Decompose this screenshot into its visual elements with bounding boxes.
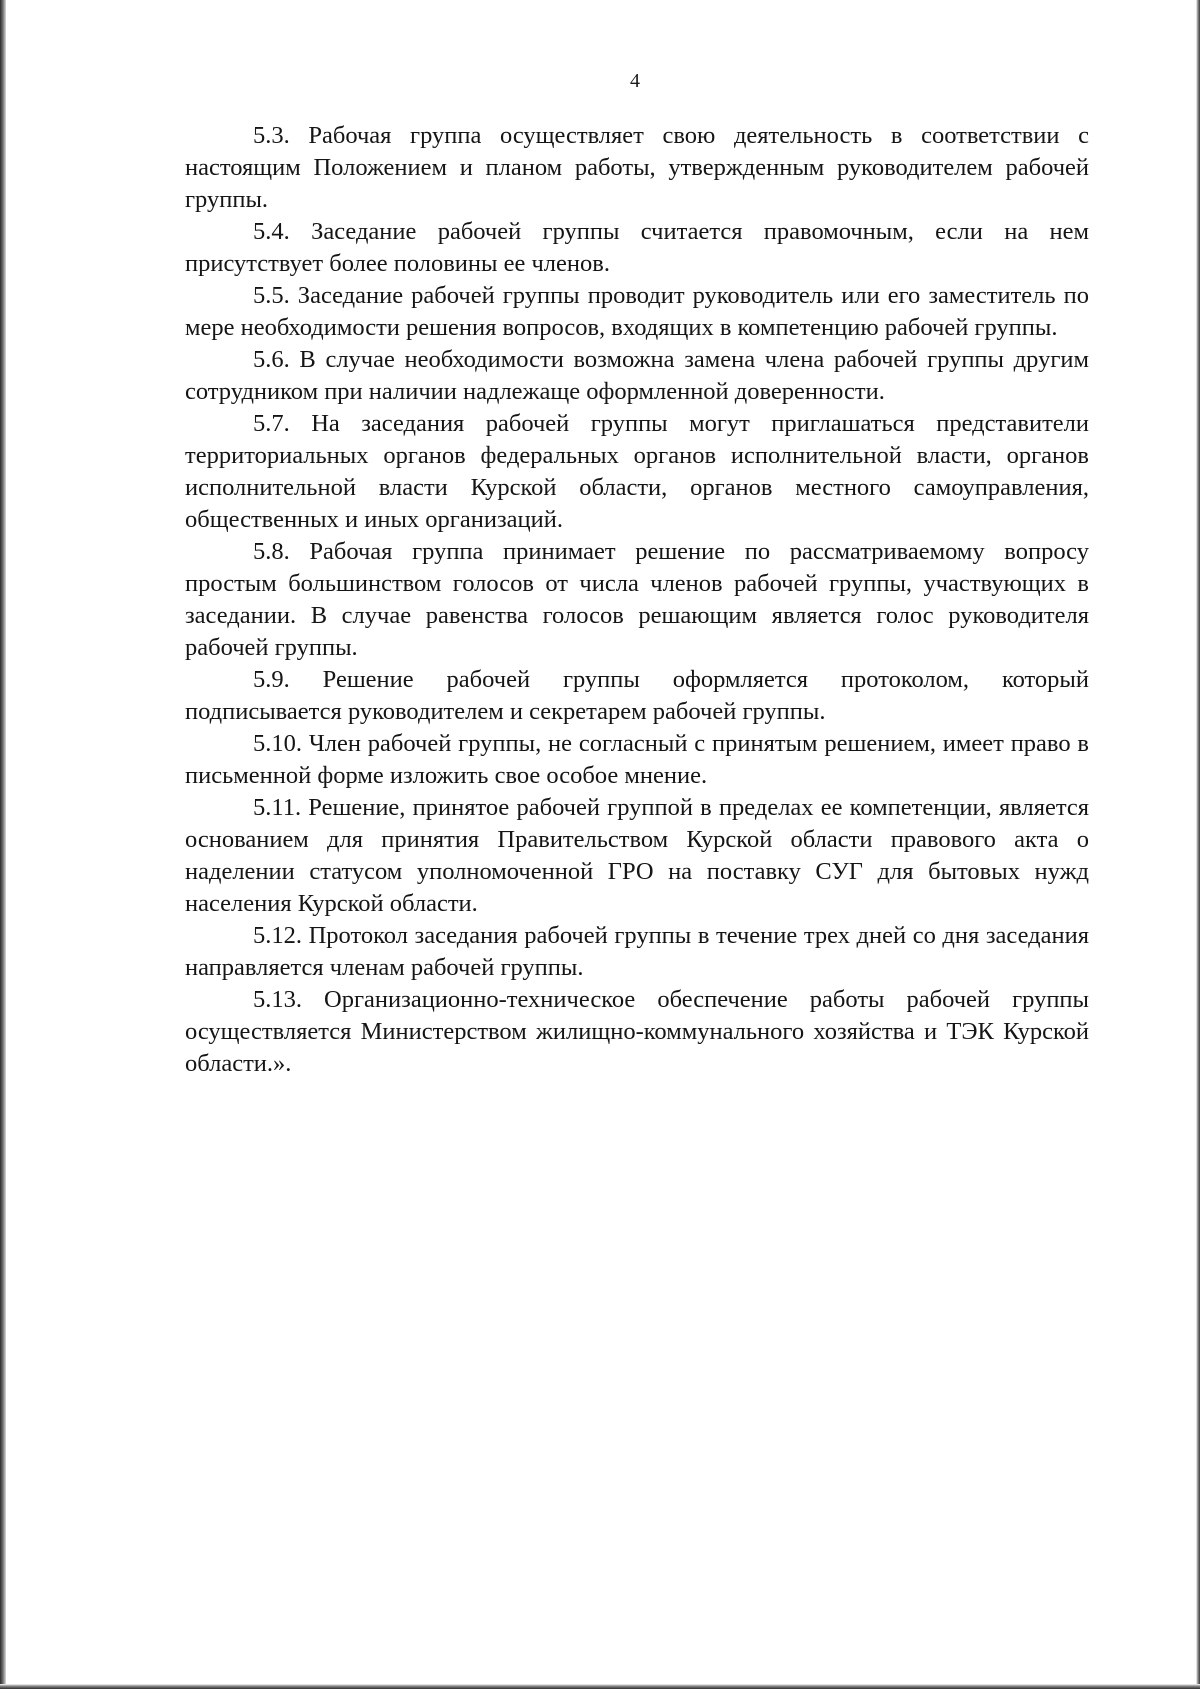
- paragraph-5-9: 5.9. Решение рабочей группы оформляется протоколом, который подписывается руководителем и секретарем рабочей группы.: [185, 666, 1089, 725]
- paragraph-5-13: 5.13. Организационно-техническое обеспечение работы рабочей группы осуществляется Министерством жилищно-коммунального хозяйства и ТЭК Курской области.».: [185, 986, 1089, 1077]
- paragraph-5-6: 5.6. В случае необходимости возможна замена члена рабочей группы другим сотрудником при наличии надлежаще оформленной доверенности.: [185, 346, 1089, 405]
- page-number: 4: [630, 70, 640, 92]
- paragraph-5-10: 5.10. Член рабочей группы, не согласный с принятым решением, имеет право в письменной форме изложить свое особое мнение.: [185, 730, 1089, 789]
- paragraph-5-12: 5.12. Протокол заседания рабочей группы в течение трех дней со дня заседания направляется членам рабочей группы.: [185, 922, 1089, 981]
- scan-edge-right: [1196, 0, 1200, 1689]
- paragraph-5-3: 5.3. Рабочая группа осуществляет свою деятельность в соответствии с настоящим Положением и планом работы, утвержденным руководителем рабочей группы.: [185, 122, 1089, 213]
- scan-edge-left: [0, 0, 6, 1689]
- paragraph-5-7: 5.7. На заседания рабочей группы могут приглашаться представители территориальных органов федеральных органов исполнительной власти, органов исполнительной власти Курской области, органов местного самоуправления, общественных и иных организаций.: [185, 410, 1089, 533]
- paragraph-5-8: 5.8. Рабочая группа принимает решение по рассматриваемому вопросу простым большинством голосов от числа членов рабочей группы, участвующих в заседании. В случае равенства голосов решающим является голос руководителя рабочей группы.: [185, 538, 1089, 661]
- paragraph-5-11: 5.11. Решение, принятое рабочей группой в пределах ее компетенции, является основанием для принятия Правительством Курской области правового акта о наделении статусом уполномоченной ГРО на поставку СУГ для бытовых нужд населения Курской области.: [185, 794, 1089, 917]
- scan-edge-bottom: [0, 1684, 1200, 1689]
- paragraph-5-5: 5.5. Заседание рабочей группы проводит руководитель или его заместитель по мере необходимости решения вопросов, входящих в компетенцию рабочей группы.: [185, 282, 1089, 341]
- paragraph-5-4: 5.4. Заседание рабочей группы считается правомочным, если на нем присутствует более половины ее членов.: [185, 218, 1089, 277]
- document-body: [185, 120, 1089, 1080]
